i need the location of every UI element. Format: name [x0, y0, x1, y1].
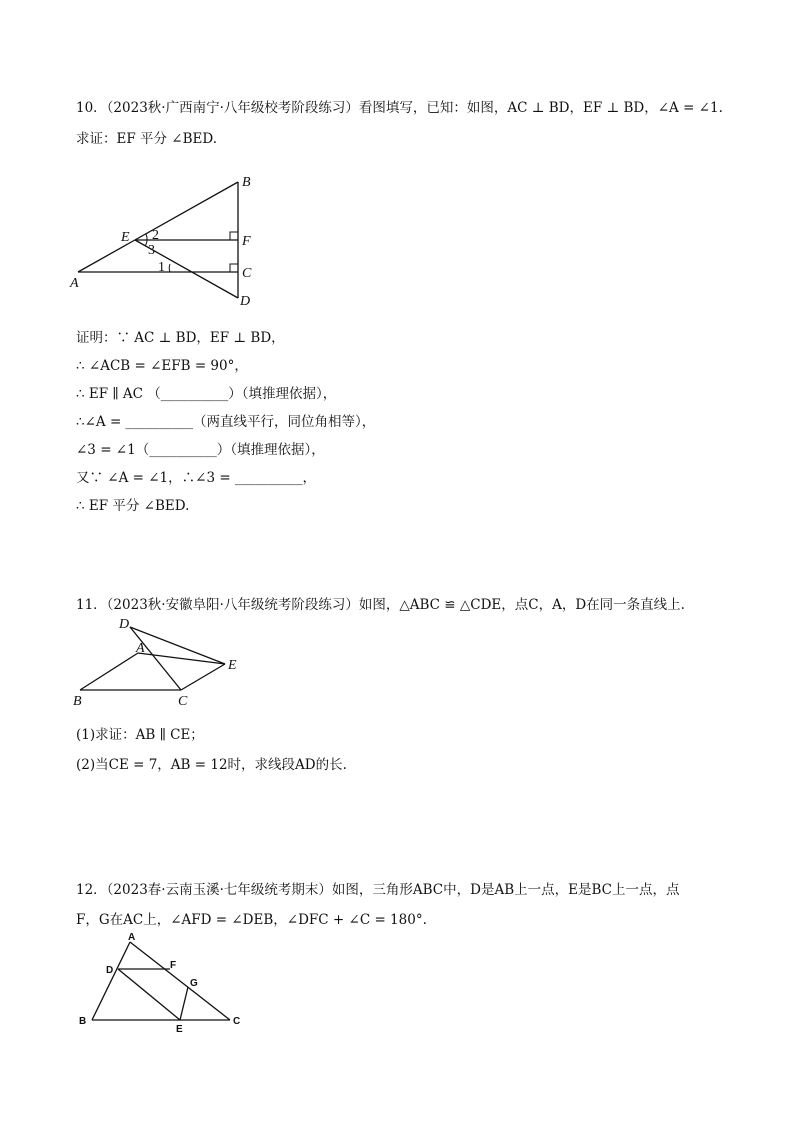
q12-line1: 12．（2023春·云南玉溪·七年级统考期末）如图，三角形ABC中，D是AB上一点，E是BC上一点，点	[76, 882, 680, 898]
q10-proof-4: ∴∠A = __________（两直线平行，同位角相等），	[76, 414, 376, 430]
q12-label-E: E	[176, 1024, 183, 1035]
q11-figure	[66, 612, 256, 712]
q11-label-D: D	[119, 617, 130, 632]
q10-right-angle-F	[230, 232, 238, 240]
q10-label-B: B	[242, 175, 251, 190]
q10-proof-1: 证明：∵ AC ⊥ BD，EF ⊥ BD，	[76, 330, 285, 346]
q12-label-F: F	[170, 960, 177, 971]
q10-label-D: D	[240, 294, 251, 309]
q10-angle-3: 3	[148, 243, 155, 258]
q11-label-E: E	[228, 658, 237, 673]
q10-line2: 求证：EF 平分 ∠BED.	[76, 131, 218, 147]
q10-line-AB	[78, 182, 238, 272]
q11-line-BA	[80, 653, 138, 690]
q11-part1: (1)求证：AB ∥ CE；	[76, 727, 204, 743]
q10-figure	[66, 170, 276, 310]
q12-figure	[70, 926, 250, 1036]
q10-angle-arc-1	[169, 264, 170, 272]
q12-line-DE	[118, 969, 180, 1020]
q12-label-B: B	[79, 1016, 87, 1027]
q10-label-E: E	[121, 230, 130, 245]
q12-line-AB	[92, 942, 130, 1020]
q10-angle-2: 2	[152, 228, 159, 243]
q10-angle-1: 1	[158, 260, 165, 275]
q10-right-angle-C	[230, 264, 238, 272]
q12-label-G: G	[190, 978, 198, 989]
q11-label-B: B	[73, 694, 82, 709]
q12-line2: F，G在AC上，∠AFD = ∠DEB，∠DFC + ∠C = 180°.	[76, 912, 427, 928]
q11-label-C: C	[178, 694, 188, 709]
q11-label-A: A	[136, 641, 145, 656]
q12-label-A: A	[128, 932, 136, 943]
q10-proof-5: ∠3 = ∠1（__________）（填推理依据），	[76, 442, 325, 458]
q12-line-EG	[180, 987, 188, 1020]
q10-proof-6: 又∵ ∠A = ∠1，∴∠3 = __________，	[76, 470, 316, 486]
q10-proof-7: ∴ EF 平分 ∠BED.	[76, 498, 190, 514]
q10-angle-arc-2	[146, 234, 147, 240]
q12-line-AC	[130, 942, 230, 1020]
q10-proof-2: ∴ ∠ACB = ∠EFB = 90°，	[76, 358, 248, 374]
q10-label-A: A	[70, 276, 79, 291]
q10-angle-arc-3	[145, 240, 147, 246]
q11-part2: (2)当CE = 7，AB = 12时，求线段AD的长.	[76, 757, 347, 773]
q10-label-F: F	[242, 234, 251, 249]
q10-proof-3: ∴ EF ∥ AC （__________）（填推理依据），	[76, 386, 337, 402]
q11-line-CE	[181, 664, 225, 690]
q11-line1: 11．（2023秋·安徽阜阳·八年级统考阶段练习）如图，△ABC ≌ △CDE，点C，A，D在同一条直线上.	[76, 597, 685, 613]
q10-line1: 10．（2023秋·广西南宁·八年级校考阶段练习）看图填写，已知：如图，AC ⊥ BD，EF ⊥ BD，∠A = ∠1.	[76, 100, 723, 116]
q10-label-C: C	[242, 266, 252, 281]
q12-label-D: D	[106, 965, 114, 976]
q12-label-C: C	[233, 1016, 241, 1027]
